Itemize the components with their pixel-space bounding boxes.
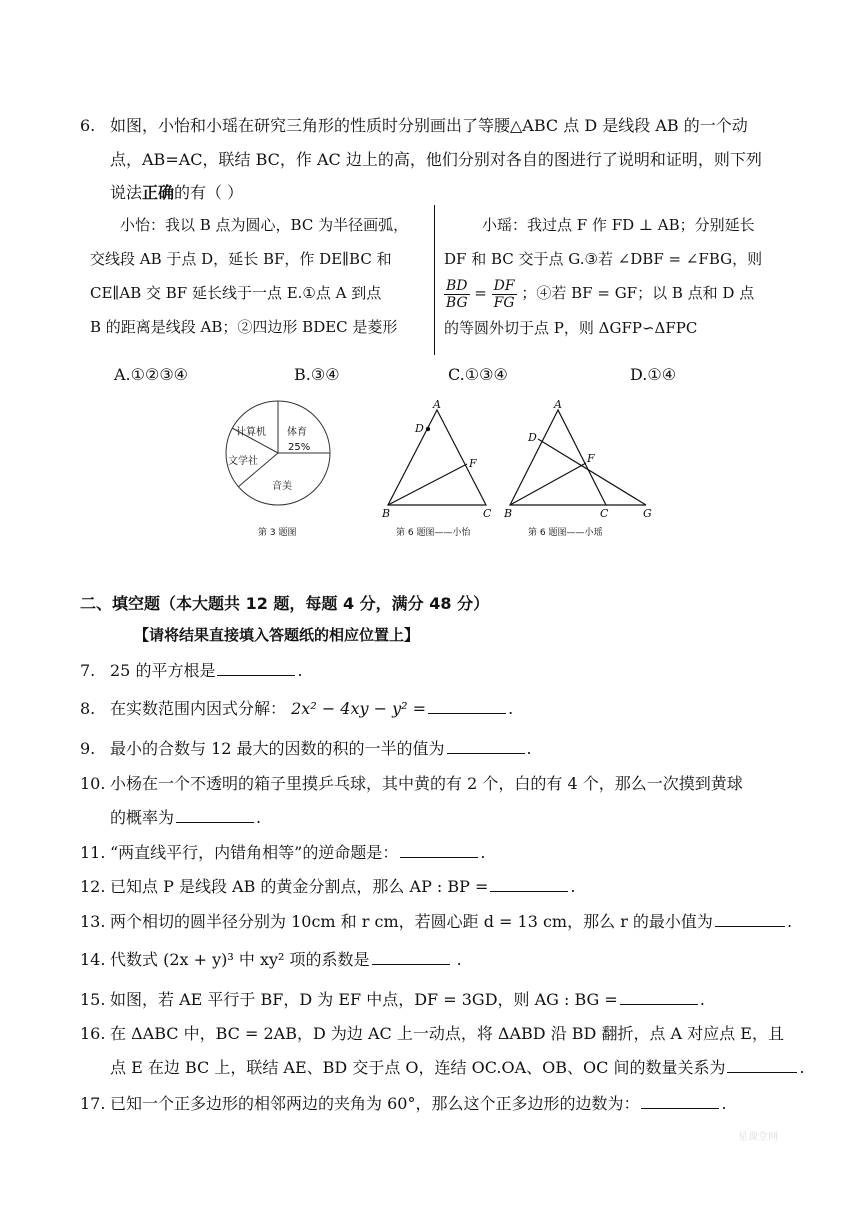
tri1-caption: 第 6 题图——小怡 — [396, 528, 471, 538]
q16-number: 16. — [80, 1024, 106, 1043]
section-heading: 二、填空题（本大题共 12 题，每题 4 分，满分 48 分） — [80, 594, 490, 613]
answer-blank[interactable] — [620, 990, 698, 1005]
q6-left-line: 交线段 AB 于点 D，延长 BF，作 DE∥BC 和 — [90, 250, 392, 268]
vertex-label-c: C — [600, 507, 609, 520]
q8-text — [110, 699, 513, 719]
q13-period: . — [786, 912, 793, 931]
q9-text — [110, 739, 532, 759]
q16-stem-2: 点 E 在边 BC 上，联结 AE、BD 交于点 O，连结 OC.OA、OB、OC 间的数量关系为 — [110, 1058, 726, 1077]
q8-math: 2x² − 4xy − y² = — [291, 699, 427, 718]
equals-sign: = — [474, 284, 487, 302]
q6-right-line: DF 和 BC 交于点 G.③若 ∠DBF = ∠FBG，则 — [444, 250, 763, 268]
option-a: A.①②③④ — [114, 365, 189, 384]
option-b: B.③④ — [294, 365, 340, 384]
answer-blank[interactable] — [641, 1094, 719, 1109]
q17-period: . — [721, 1094, 727, 1113]
q13-number: 13. — [80, 912, 106, 931]
q6-number: 6. — [80, 116, 96, 135]
q6-line-3-c: 的有（ ） — [174, 183, 244, 202]
q14-number: 14. — [80, 950, 106, 969]
q17-number: 17. — [80, 1094, 106, 1113]
q16-text: 在 ΔABC 中，BC = 2AB，D 为边 AC 上一动点，将 ΔABD 沿 BD 翻折，点 A 对应点 E，且 — [110, 1024, 784, 1043]
q6-right-line: 的等圆外切于点 P，则 ΔGFP∽ΔFPC — [444, 318, 698, 337]
q8-number: 8. — [80, 699, 96, 718]
q13-text — [110, 912, 792, 932]
vertex-label-b: B — [382, 507, 391, 520]
frac-top: BD — [446, 277, 468, 294]
q9-period: . — [526, 739, 532, 758]
q7-stem: 25 的平方根是 — [110, 661, 216, 680]
q13-stem: 两个相切的圆半径分别为 10cm 和 r cm，若圆心距 d = 13 cm，那么 r 的最小值为 — [110, 912, 713, 931]
vertex-label-f: F — [587, 452, 595, 465]
pie-label-sports: 体育 — [287, 427, 307, 438]
q14-stem: 代数式 (2x + y)³ 中 xy² 项的系数是 — [110, 950, 370, 969]
tri2-caption: 第 6 题图——小瑶 — [528, 528, 603, 538]
option-c: C.①③④ — [448, 365, 508, 384]
pie-label-computer: 计算机 — [236, 427, 266, 438]
q12-stem: 已知点 P 是线段 AB 的黄金分割点，那么 AP : BP = — [110, 877, 489, 896]
q11-stem: “两直线平行，内错角相等”的逆命题是： — [110, 843, 399, 862]
vertex-label-a: A — [554, 398, 562, 411]
q10-text: 小杨在一个不透明的箱子里摸乒乓球，其中黄的有 2 个，白的有 4 个，那么一次摸到黄球 — [110, 774, 743, 793]
frac-top: DF — [493, 277, 515, 294]
fraction-bd-bg — [444, 278, 470, 311]
q7-number: 7. — [80, 661, 96, 680]
q6-box-divider — [434, 205, 435, 355]
q8-period: . — [508, 699, 514, 718]
section-subheading: 【请将结果直接填入答题纸的相应位置上】 — [134, 626, 420, 644]
answer-blank[interactable] — [715, 912, 785, 927]
fraction-df-fg — [492, 278, 517, 311]
q10-number: 10. — [80, 774, 106, 793]
figures-svg — [200, 395, 670, 545]
q15-text — [110, 990, 705, 1010]
vertex-label-b: B — [504, 507, 513, 520]
watermark: 星课堂网 — [738, 1132, 778, 1143]
answer-blank[interactable] — [400, 843, 478, 858]
answer-blank[interactable] — [447, 739, 525, 754]
frac-bottom: FG — [493, 294, 515, 311]
q12-number: 12. — [80, 877, 106, 896]
q6-left-line: B 的距离是线段 AB；②四边形 BDEC 是菱形 — [90, 318, 398, 336]
pie-caption: 第 3 题图 — [258, 528, 297, 538]
pie-figure — [226, 401, 330, 538]
q7-period: . — [297, 661, 303, 680]
q6-line-3-a: 说法 — [110, 183, 143, 202]
answer-blank[interactable] — [372, 950, 450, 965]
vertex-label-a: A — [433, 398, 441, 411]
pie-label-literature: 文学社 — [228, 456, 258, 467]
q10-period: . — [256, 808, 262, 827]
triangle-xiaoyao — [503, 398, 652, 538]
answer-blank[interactable] — [428, 699, 506, 714]
vertex-label-c: C — [483, 507, 492, 520]
segment-bf — [510, 463, 586, 505]
q6-right-box — [444, 208, 794, 345]
vertex-label-d: D — [415, 422, 424, 435]
q10-text-2 — [110, 808, 261, 828]
answer-blank[interactable] — [727, 1058, 797, 1073]
point-d — [426, 427, 430, 431]
q6-left-box — [90, 208, 430, 344]
segment-bf — [388, 464, 467, 505]
q15-number: 15. — [80, 990, 106, 1009]
q6-left-line: CE∥AB 交 BF 延长线于一点 E.①点 A 到点 — [90, 284, 382, 302]
q10-stem-2: 的概率为 — [110, 808, 175, 827]
q7-text — [110, 661, 303, 681]
q11-number: 11. — [80, 843, 106, 862]
q8-stem: 在实数范围内因式分解： — [110, 699, 287, 718]
q6-correct-emphasis: 正确 — [142, 183, 175, 202]
q6-left-line: 小怡：我以 B 点为圆心，BC 为半径画弧， — [120, 216, 409, 234]
answer-blank[interactable] — [217, 661, 295, 676]
q16-period: . — [799, 1058, 805, 1077]
q15-stem: 如图，若 AE 平行于 BF，D 为 EF 中点，DF = 3GD，则 AG : BG = — [110, 990, 618, 1009]
q6-line-2: 点，AB=AC，联结 BC，作 AC 边上的高，他们分别对各自的图进行了说明和证明，则下列 — [110, 150, 762, 169]
q15-period: . — [699, 990, 705, 1009]
q14-text — [110, 950, 462, 970]
q12-period: . — [570, 877, 576, 896]
triangle-xiaoyi — [381, 398, 492, 538]
pie-label-music-art: 音美 — [272, 481, 292, 492]
q16-text-2 — [110, 1058, 805, 1078]
q11-period: . — [480, 843, 486, 862]
q6-right-line: 小瑶：我过点 F 作 FD ⊥ AB；分别延长 — [482, 216, 755, 234]
q12-text — [110, 877, 576, 897]
q17-text — [110, 1094, 727, 1114]
segment-dg — [538, 439, 646, 505]
vertex-label-g: G — [643, 507, 652, 520]
option-d: D.①④ — [630, 365, 677, 384]
answer-blank[interactable] — [490, 877, 568, 892]
pie-label-percent: 25% — [288, 442, 311, 453]
q6-line-3 — [110, 183, 243, 203]
q6-right-line-3-tail: ；④若 BF = GF；以 B 点和 D 点 — [521, 284, 755, 302]
q6-right-line-fraction — [444, 276, 794, 311]
q14-period: . — [451, 950, 462, 969]
q6-line-1: 如图，小怡和小瑶在研究三角形的性质时分别画出了等腰△ABC 点 D 是线段 AB 的一个动 — [110, 116, 748, 135]
q9-number: 9. — [80, 739, 96, 758]
vertex-label-d: D — [528, 431, 537, 444]
frac-bottom: BG — [445, 294, 468, 311]
q9-stem: 最小的合数与 12 最大的因数的积的一半的值为 — [110, 739, 445, 758]
q11-text — [110, 843, 485, 863]
answer-blank[interactable] — [176, 808, 254, 823]
q17-stem: 已知一个正多边形的相邻两边的夹角为 60°，那么这个正多边形的边数为： — [110, 1094, 640, 1113]
vertex-label-f: F — [469, 457, 477, 470]
